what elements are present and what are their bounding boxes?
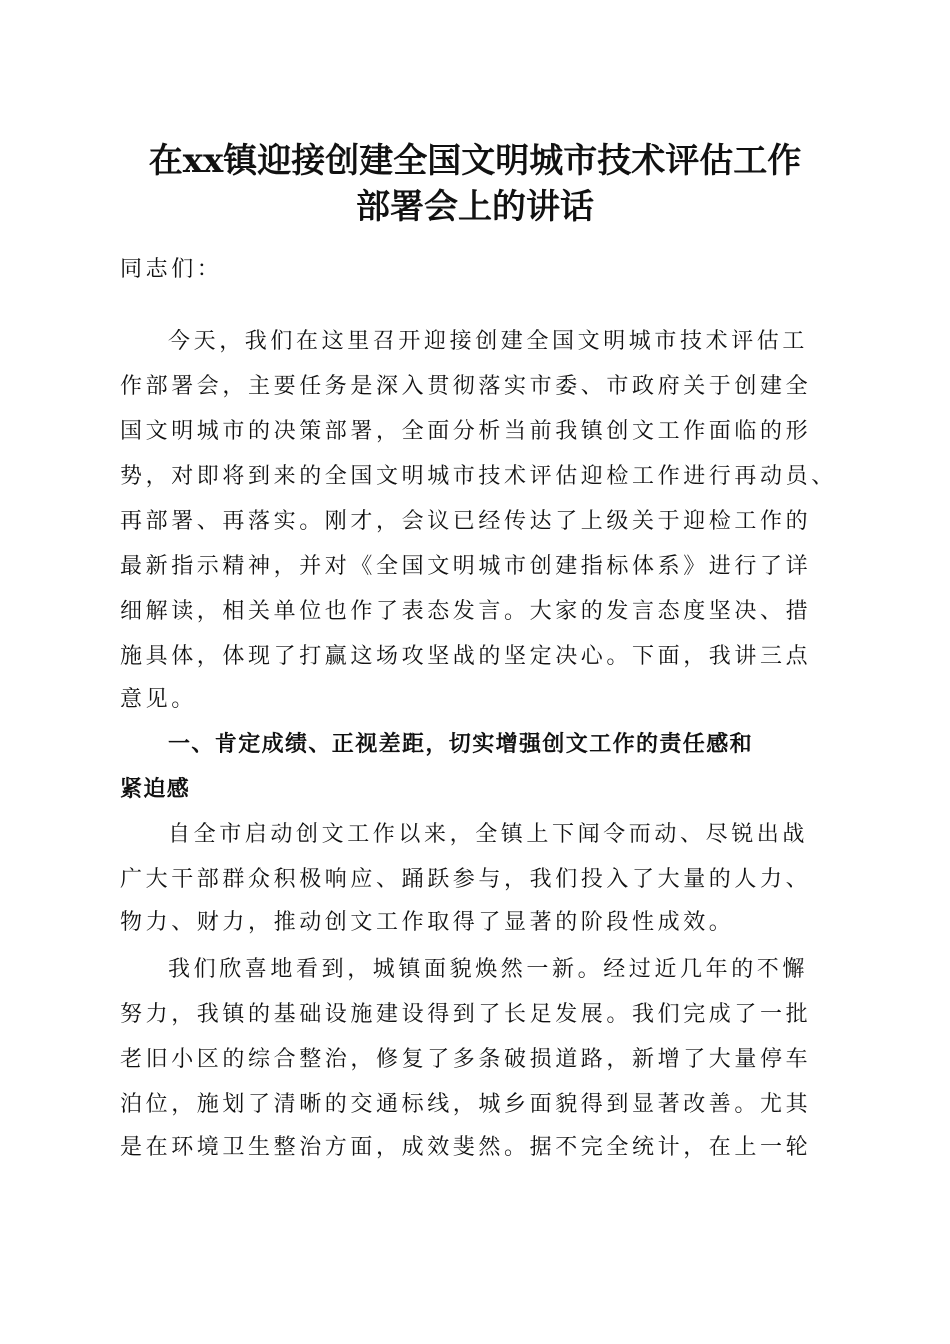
document-title-line-2: 部署会上的讲话 (356, 187, 594, 227)
section-heading-line: 一、肯定成绩、正视差距，切实增强创文工作的责任感和 (168, 732, 754, 757)
paragraph-line: 作部署会，主要任务是深入贯彻落实市委、市政府关于创建全 (120, 374, 812, 399)
paragraph-line: 今天，我们在这里召开迎接创建全国文明城市技术评估工 (168, 329, 809, 354)
paragraph-line: 物力、财力，推动创文工作取得了显著的阶段性成效。 (120, 910, 735, 935)
document-title-line-1: 在xx镇迎接创建全国文明城市技术评估工作 (148, 141, 802, 181)
paragraph-line: 自全市启动创文工作以来，全镇上下闻令而动、尽锐出战 (168, 822, 809, 847)
paragraph-line: 最新指示精神，并对《全国文明城市创建指标体系》进行了详 (120, 554, 812, 579)
paragraph-line: 努力，我镇的基础设施建设得到了长足发展。我们完成了一批 (120, 1002, 812, 1027)
paragraph-line: 施具体，体现了打赢这场攻坚战的坚定决心。下面，我讲三点 (120, 644, 812, 669)
paragraph-line: 我们欣喜地看到，城镇面貌焕然一新。经过近几年的不懈 (168, 957, 809, 982)
paragraph-line: 广大干部群众积极响应、踊跃参与，我们投入了大量的人力、 (120, 867, 812, 892)
section-heading-line: 紧迫感 (120, 777, 191, 802)
paragraph-line: 国文明城市的决策部署，全面分析当前我镇创文工作面临的形 (120, 419, 812, 444)
paragraph-line: 意见。 (120, 687, 197, 712)
paragraph-line: 泊位，施划了清晰的交通标线，城乡面貌得到显著改善。尤其 (120, 1092, 812, 1117)
paragraph-line: 是在环境卫生整治方面，成效斐然。据不完全统计，在上一轮 (120, 1135, 812, 1160)
paragraph-line: 细解读，相关单位也作了表态发言。大家的发言态度坚决、措 (120, 599, 812, 624)
salutation: 同志们： (120, 257, 223, 282)
paragraph-line: 再部署、再落实。刚才，会议已经传达了上级关于迎检工作的 (120, 509, 812, 534)
paragraph-line: 老旧小区的综合整治，修复了多条破损道路，新增了大量停车 (120, 1047, 812, 1072)
paragraph-line: 势，对即将到来的全国文明城市技术评估迎检工作进行再动员、 (120, 464, 837, 489)
